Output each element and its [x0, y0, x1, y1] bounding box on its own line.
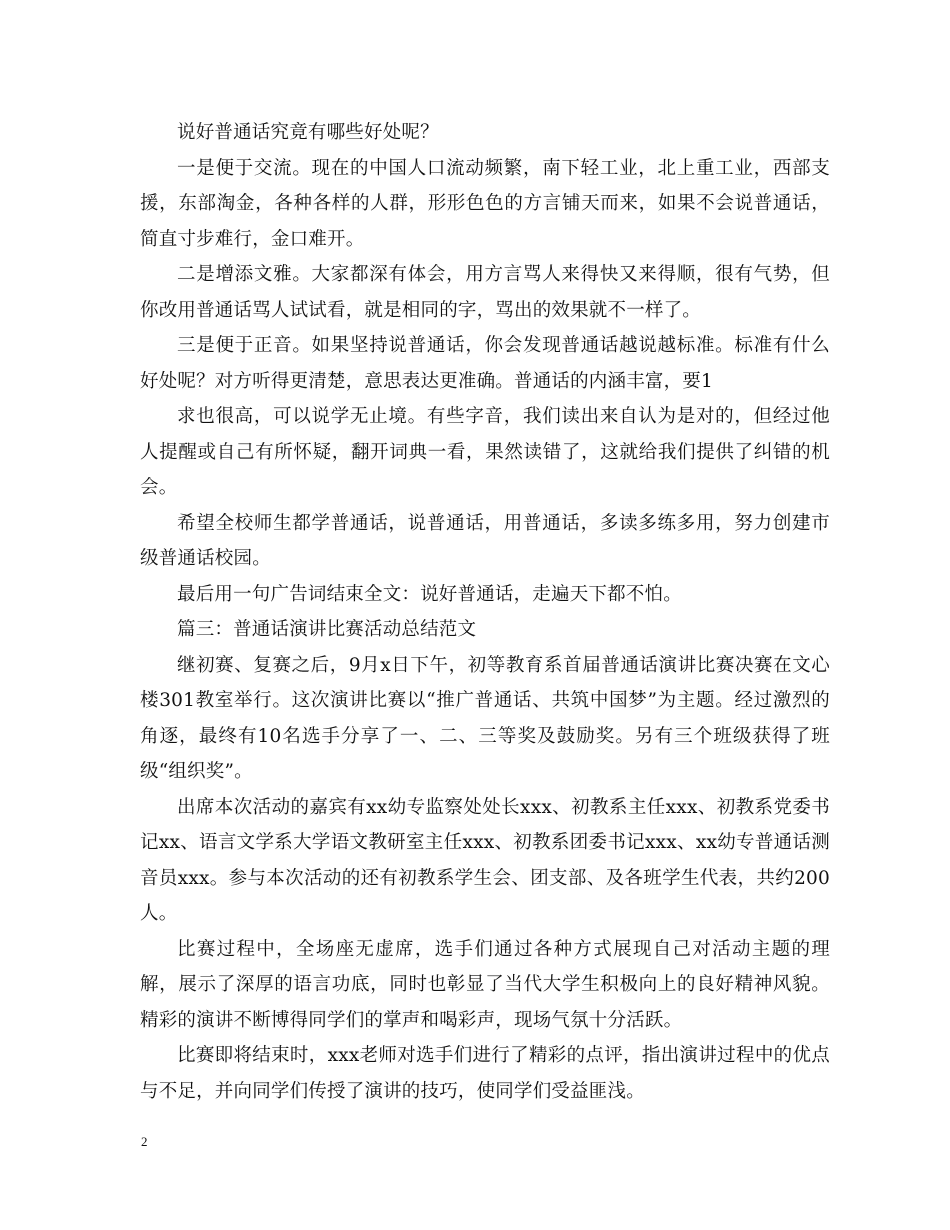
paragraph: 出席本次活动的嘉宾有xx幼专监察处处长xxx、初教系主任xxx、初教系党委书记xx、语言文学系大学语文教研室主任xxx、初教系团委书记xxx、xx幼专普通话测音员xxx。参与本次活动的还有初教系学生会、团支部、及各班学生代表，共约200人。 [140, 796, 830, 924]
paragraph: 求也很高，可以说学无止境。有些字音，我们读出来自认为是对的，但经过他人提醒或自己有所怀疑，翻开词典一看，果然读错了，这就给我们提供了纠错的机会。 [140, 406, 830, 498]
paragraph: 希望全校师生都学普通话，说普通话，用普通话，多读多练多用，努力创建市级普通话校园。 [140, 512, 830, 569]
paragraph: 比赛即将结束时，xxx老师对选手们进行了精彩的点评，指出演讲过程中的优点与不足，并向同学们传授了演讲的技巧，使同学们受益匪浅。 [140, 1045, 830, 1102]
section-heading: 篇三：普通话演讲比赛活动总结范文 [177, 619, 477, 640]
paragraph: 一是便于交流。现在的中国人口流动频繁，南下轻工业，北上重工业，西部支援，东部淘金，各种各样的人群，形形色色的方言铺天而来，如果不会说普通话，简直寸步难行，金口难开。 [140, 157, 830, 250]
paragraph: 比赛过程中，全场座无虚席，选手们通过各种方式展现自己对活动主题的理解，展示了深厚的语言功底，同时也彰显了当代大学生积极向上的良好精神风貌。精彩的演讲不断博得同学们的掌声和喝彩声，现场气氛十分活跃。 [140, 938, 830, 1031]
paragraph: 说好普通话究竟有哪些好处呢？ [177, 122, 439, 143]
paragraph: 三是便于正音。如果坚持说普通话，你会发现普通话越说越标准。标准有什么好处呢？对方听得更清楚，意思表达更准确。普通话的内涵丰富，要1 [140, 335, 830, 392]
paragraph: 最后用一句广告词结束全文：说好普通话，走遍天下都不怕。 [177, 583, 682, 605]
paragraph: 继初赛、复赛之后，9月x日下午，初等教育系首届普通话演讲比赛决赛在文心楼301教室举行。这次演讲比赛以“推广普通话、共筑中国梦”为主题。经过激烈的角逐，最终有10名选手分享了一、二、三等奖及鼓励奖。另有三个班级获得了班级“组织奖”。 [140, 654, 830, 782]
body-text [140, 115, 830, 1109]
paragraph: 二是增添文雅。大家都深有体会，用方言骂人来得快又来得顺，很有气势，但你改用普通话骂人试试看，就是相同的字，骂出的效果就不一样了。 [140, 264, 830, 321]
page-number: 2 [141, 1134, 148, 1149]
